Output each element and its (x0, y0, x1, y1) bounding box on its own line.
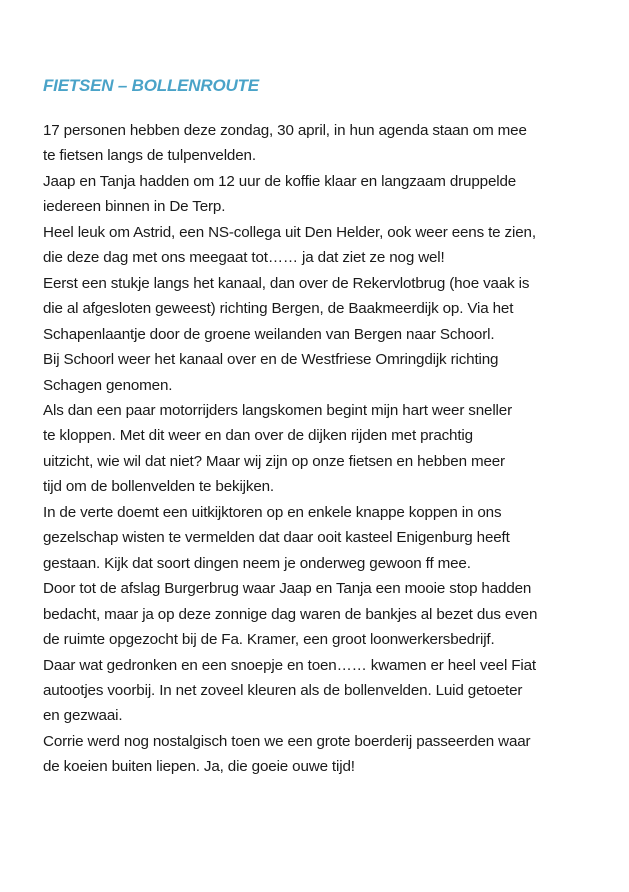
text-line: de ruimte opgezocht bij de Fa. Kramer, een groot loonwerkersbedrijf. (43, 631, 495, 649)
text-line: die deze dag met ons meegaat tot…… ja dat ziet ze nog wel! (43, 249, 445, 267)
text-line: en gezwaai. (43, 707, 123, 725)
text-line: Als dan een paar motorrijders langskomen begint mijn hart weer sneller (43, 401, 512, 419)
text-line: de koeien buiten liepen. Ja, die goeie ouwe tijd! (43, 758, 355, 776)
text-line: Door tot de afslag Burgerbrug waar Jaap en Tanja een mooie stop hadden (43, 580, 532, 598)
text-line: gestaan. Kijk dat soort dingen neem je onderweg gewoon ff mee. (43, 554, 471, 572)
article-body (43, 118, 603, 780)
text-line: Jaap en Tanja hadden om 12 uur de koffie klaar en langzaam druppelde (43, 172, 517, 190)
text-line: 17 personen hebben deze zondag, 30 april, in hun agenda staan om mee (43, 122, 527, 139)
text-line: Corrie werd nog nostalgisch toen we een grote boerderij passeerden waar (43, 732, 531, 750)
text-line: Schapenlaantje door de groene weilanden van Bergen naar Schoorl. (43, 325, 495, 343)
text-line: iedereen binnen in De Terp. (43, 198, 226, 216)
text-line: autootjes voorbij. In net zoveel kleuren als de bollenvelden. Luid getoeter (43, 681, 523, 699)
text-line: In de verte doemt een uitkijktoren op en enkele knappe koppen in ons (43, 503, 502, 521)
text-line: Schagen genomen. (43, 376, 173, 394)
text-line: Daar wat gedronken en een snoepje en toen…… kwamen er heel veel Fiat (43, 656, 536, 674)
text-line: die al afgesloten geweest) richting Bergen, de Baakmeerdijk op. Via het (43, 300, 514, 318)
text-line: uitzicht, wie wil dat niet? Maar wij zijn op onze fietsen en hebben meer (43, 452, 505, 470)
text-line: te kloppen. Met dit weer en dan over de dijken rijden met prachtig (43, 427, 473, 445)
page-title: FIETSEN – BOLLENROUTE (43, 76, 259, 95)
text-line: bedacht, maar ja op deze zonnige dag waren de bankjes al bezet dus even (43, 605, 538, 623)
text-line: Eerst een stukje langs het kanaal, dan over de Rekervlotbrug (hoe vaak is (43, 274, 530, 292)
text-line: te fietsen langs de tulpenvelden. (43, 147, 256, 165)
text-line: tijd om de bollenvelden te bekijken. (43, 478, 275, 496)
text-line: Heel leuk om Astrid, een NS-collega uit Den Helder, ook weer eens te zien, (43, 223, 536, 241)
text-line: gezelschap wisten te vermelden dat daar ooit kasteel Enigenburg heeft (43, 529, 510, 547)
text-line: Bij Schoorl weer het kanaal over en de Westfriese Omringdijk richting (43, 351, 499, 369)
